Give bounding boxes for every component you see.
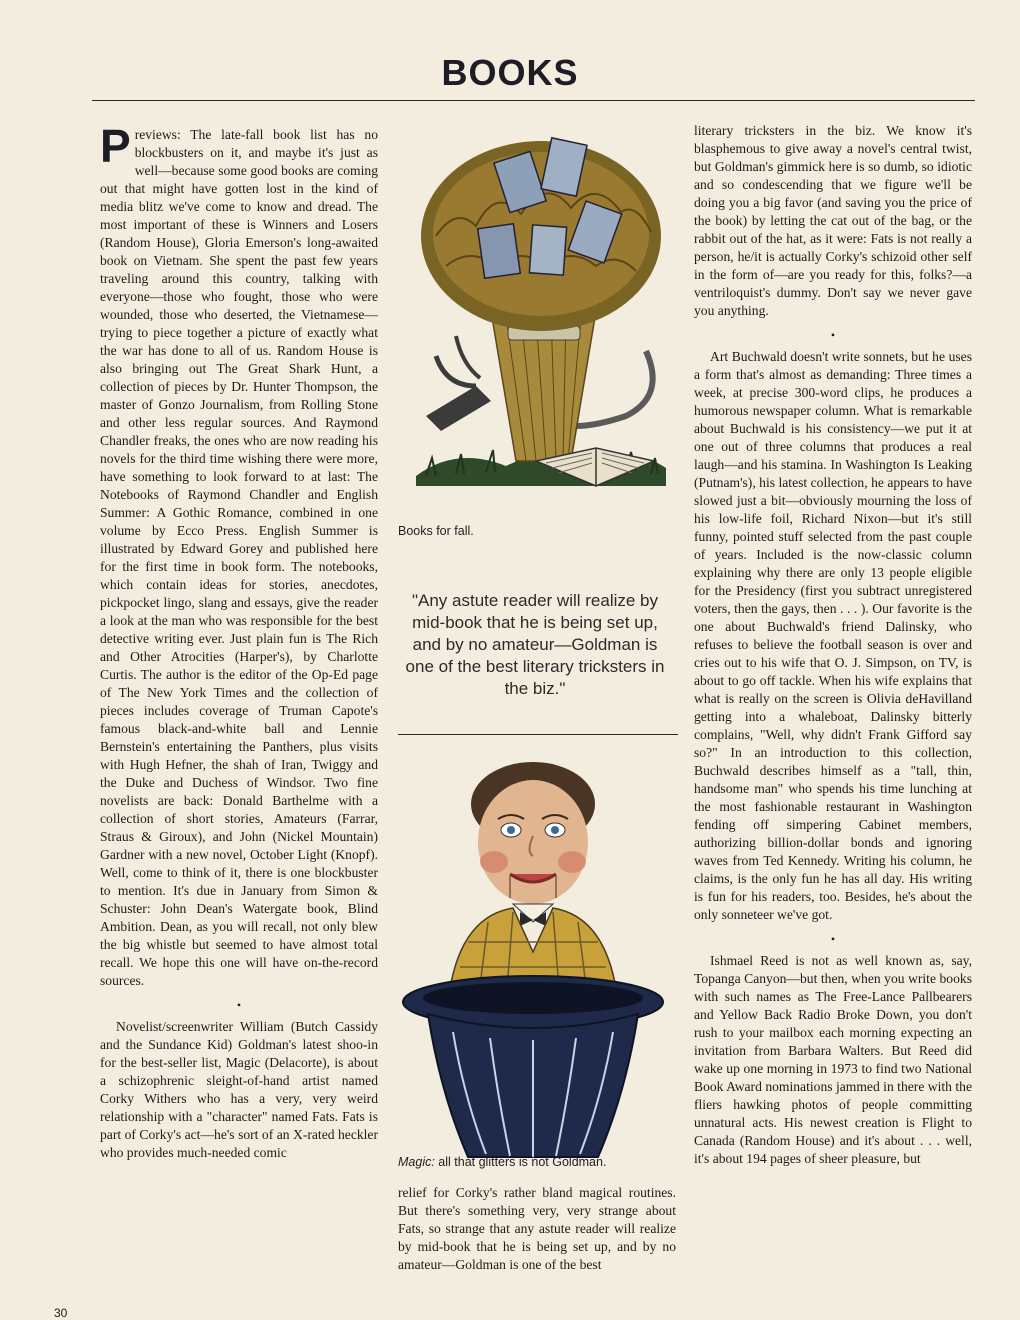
paragraph-previews — [100, 120, 378, 990]
column-1 — [100, 120, 378, 1162]
section-bullet: • — [236, 998, 242, 1012]
column-2-text — [398, 1184, 676, 1274]
header-rule — [92, 100, 975, 101]
caption-books-for-fall: Books for fall. — [398, 524, 474, 538]
caption-magic — [398, 1155, 606, 1169]
pull-quote: "Any astute reader will realize by mid-book that he is being set up, and by no amateur—Goldman is one of the best literary tricksters in the biz." — [405, 591, 665, 698]
wheat-books-illustration — [396, 116, 676, 526]
previews-text: reviews: The late-fall book list has no blockbusters on it, and maybe it's just as well—because some good books are coming out that might have gotten lost in the kind of media blitz we've come to know and dread. The most important of these is Winners and Losers (Random House), Gloria Emerson's long-awaited book on Vietnam. She spent the past few years traveling around this country, talking with everyone—those who fought, those who were wounded, those who deserted, the Vietnamese—trying to piece together a picture of exactly what the war has done to all of us. Random House is also bringing out The Great Shark Hunt, a collection of pieces by Dr. Hunter Thompson, the master of Gonzo Journalism, from Rolling Stone and other less regular sources. And Raymond Chandler freaks, the ones who are now reading his novels for the third time wishing there were more, have something to look forward to at last: The Notebooks of Raymond Chandler and English Summer: A Gothic Romance, combined in one volume by Ecco Press. English Summer is illustrated by Edward Gorey and published here for the first time in book form. The notebooks, which contain ideas for stories, anecdotes, pickpocket lingo, slang and essays, give the reader a look at the man who was responsible for the best detective writing ever. Just plain fun is The Rich and Other Atrocities (Harper's), by Charlotte Curtis. The author is the editor of the Op-Ed page of The New York Times and the collection of pieces includes coverage of Truman Capote's famous black-and-white ball and Lennie Bernstein's entertaining the Panthers, plus visits with Hugh Hefner, the shah of Iran, Twiggy and the Duke and Duchess of Windsor. Two fine novelists are back: Donald Barthelme with a collection of short stories, Amateurs (Farrar, Straus & Giroux), and John (Nickel Mountain) Gardner with a new novel, October Light (Knopf). Well, come to think of it, there is one blockbuster to mention. It's due in January from Simon & Schuster: John Dean's Watergate book, Blind Ambition. Dean, as you will recall, not only blew the big whistle but seemed to have almost total recall. We hope this one will have on-the-record sources. — [100, 127, 378, 988]
section-bullet: • — [830, 328, 836, 342]
paragraph-buchwald: Art Buchwald doesn't write sonnets, but he uses a form that's almost as demanding: Three times a week, at precise 300-word clips, he produces a humorous newspaper column. What is remarkable about Buchwald is his consistency—we put it at one out of three columns that produces a real laugh—and his stamina. In Washington Is Leaking (Putnam's), his latest collection, he appears to have slowed just a bit—obviously mourning the loss of his low-life foil, Richard Nixon—but it's still funny, pointed stuff selected from the past couple of years. Included is the now-classic column explaining why there are only 13 people eligible for the Presidency (first you subtract unregistered voters, then the gays, then . . . ). Our favorite is the one about Buchwald's friend Dalinsky, who refuses to believe the football season is over and cries out to his wife that O. J. Simpson, on TV, is about to go off tackle. When his wife explains that what is really on the screen is Olivia deHavilland getting into a whaleboat, Dalinsky bitterly complains, "Well, why didn't Frank Gifford say so?" In an introduction to this collection, Buchwald describes himself as a "tall, thin, handsome man" who spends his time lunching at the most fashionable restaurant in Washington fending off simpering Cabinet members, authorizing billion-dollar bonds and ignoring waves from Ted Kennedy. Writing his column, he claims, is the only fun he has all day. His writing is fun for his readers, too. Besides, he's about the only sonneteer we've got. — [694, 349, 972, 922]
column-3 — [694, 122, 972, 1168]
paragraph-goldman-end: literary tricksters in the biz. We know it's blasphemous to give away a novel's central twist, but Goldman's gimmick here is so dumb, so idiotic and so condescending that we figure we'll be doing you a big favor (and saving you the price of the book) by letting the cat out of the bag, or the rabbit out of the hat, as it were: Fats is not really a person, he/it is actually Corky's schizoid other self in the form of—are you ready for this, folks?—a ventriloquist's dummy. Don't say we never gave you anything. — [694, 123, 972, 318]
drop-cap: P — [100, 120, 131, 172]
page-number: 30 — [54, 1306, 68, 1320]
paragraph-reed: Ishmael Reed is not as well known as, say, Topanga Canyon—but then, when you write books with such names as The Free-Lance Pallbearers and Yellow Back Radio Broke Down, you don't rush to your mailbox each morning expecting an invitation from Barbara Walters. But Reed did wake up one morning in 1973 to find two National Book Award nominations jammed in there with the fliers hawking photos of people committing unnatural acts. His newest creation is Flight to Canada (Random House) and it's about . . . well, it's about 194 pages of sheer pleasure, but — [694, 953, 972, 1166]
section-title: BOOKS — [441, 52, 579, 93]
paragraph-goldman: Novelist/screenwriter William (Butch Cassidy and the Sundance Kid) Goldman's latest shoo-in for the best-seller list, Magic (Delacorte), is about a schizophrenic sleight-of-hand artist named Corky Withers who has a very, very weird relationship with a "character" named Fats. Fats is part of Corky's act—he's sort of an X-rated heckler who provides much-needed comic — [100, 1019, 378, 1160]
ventriloquist-dummy-illustration — [398, 752, 668, 1172]
caption-magic-title: Magic: — [398, 1155, 435, 1169]
caption-magic-text: all that glitters is not Goldman. — [434, 1155, 607, 1169]
pull-quote-rule — [398, 734, 678, 735]
section-bullet: • — [830, 932, 836, 946]
paragraph-goldman-continued: relief for Corky's rather bland magical routines. But there's something very, very strange about Fats, so strange that any astute reader will realize by mid-book that he is being set up, and by no amateur—Goldman is one of the best — [398, 1185, 676, 1272]
